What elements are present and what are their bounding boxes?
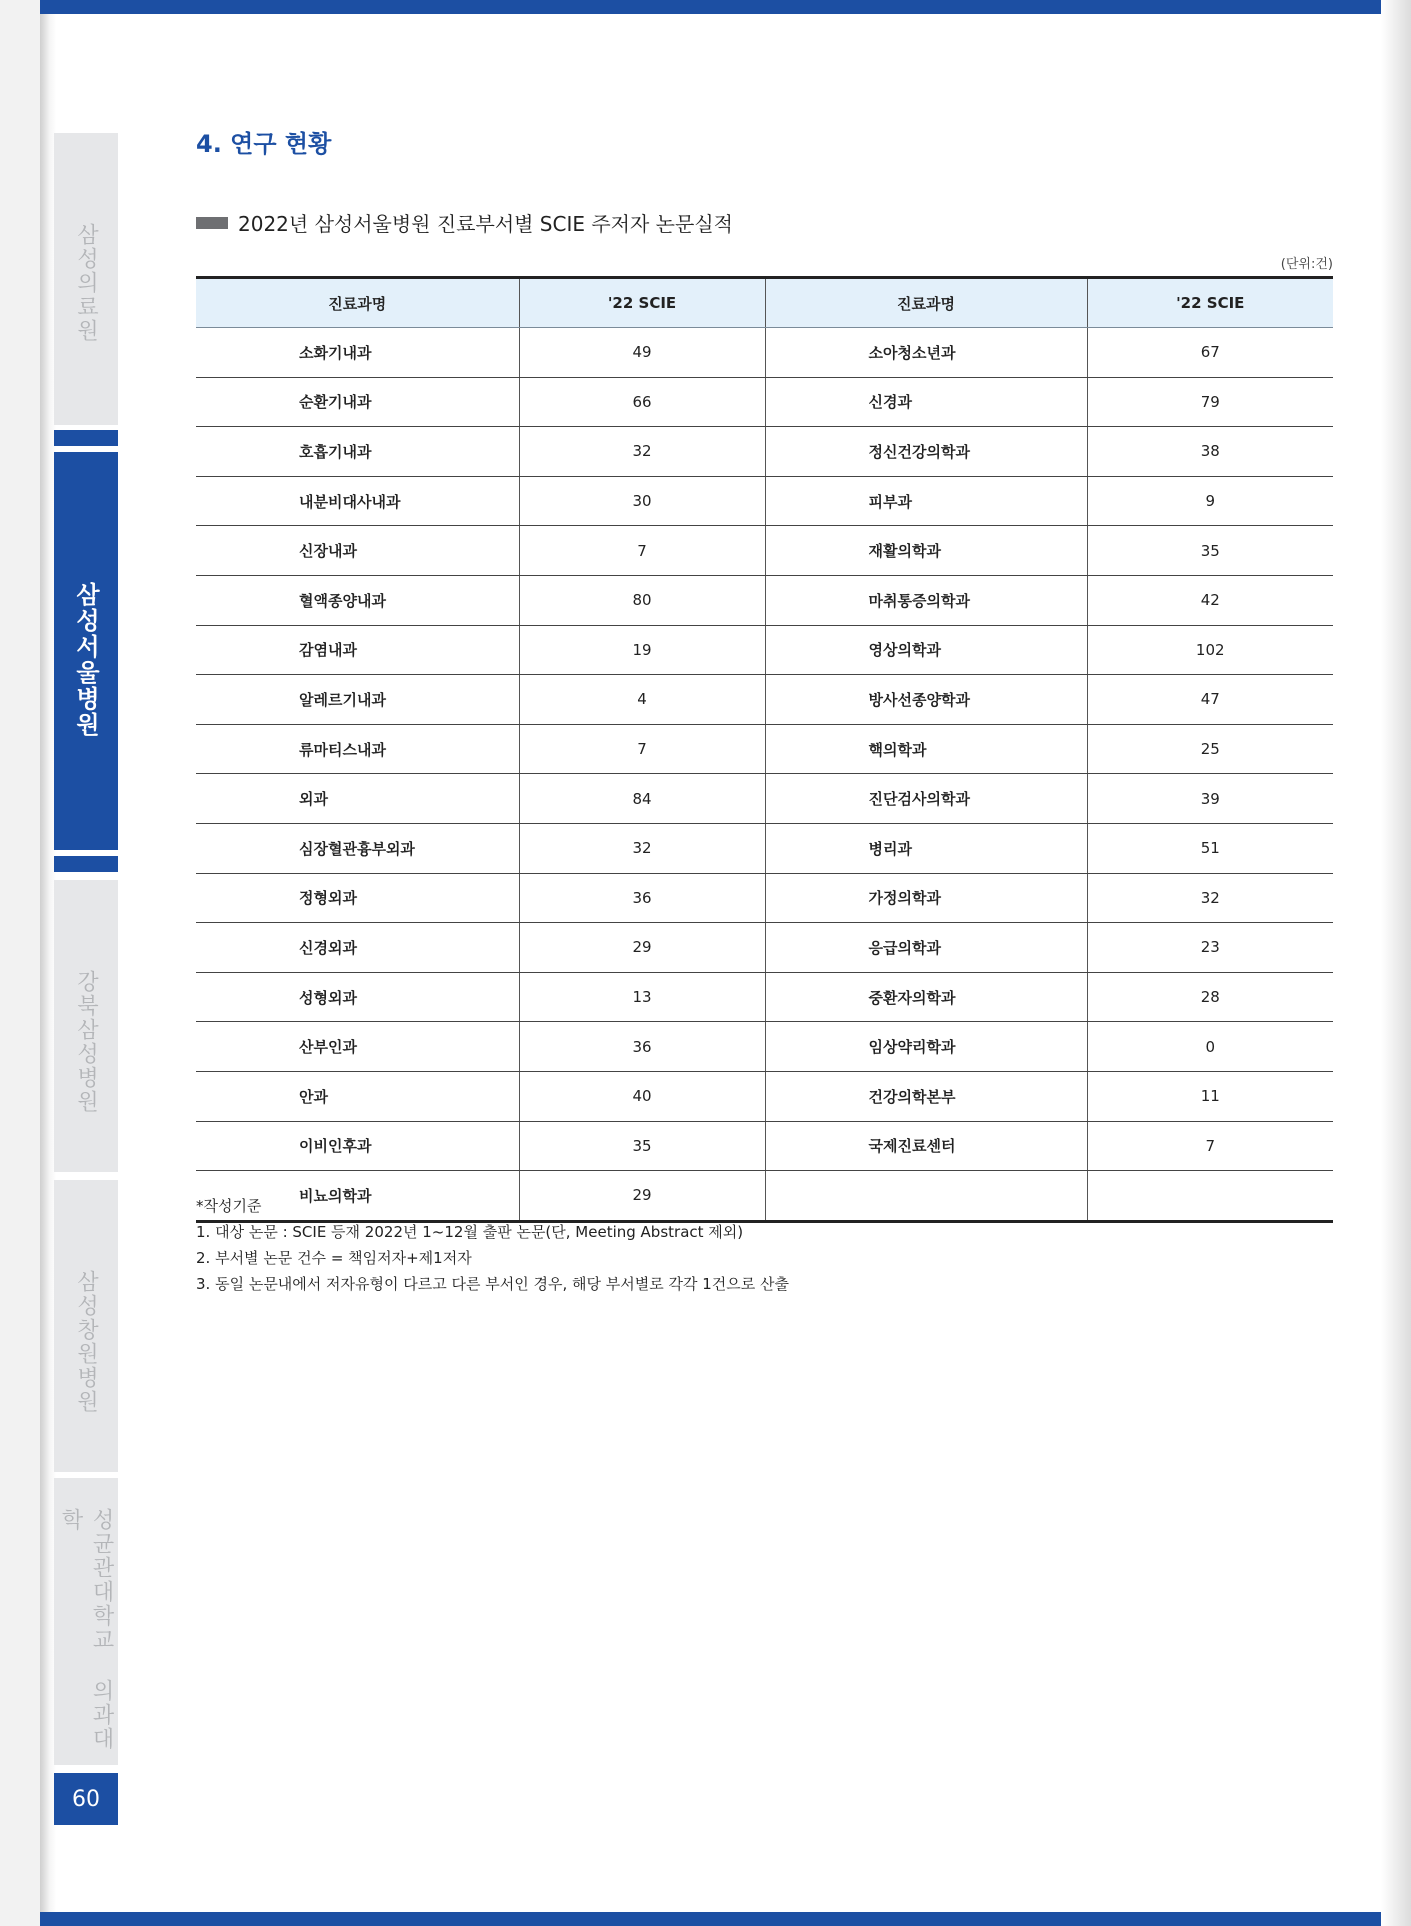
dept-name-cell: 신경과	[765, 377, 1087, 427]
dept-name-cell: 진단검사의학과	[765, 774, 1087, 824]
scie-count-cell	[1087, 1171, 1333, 1222]
dept-name-cell: 방사선종양학과	[765, 675, 1087, 725]
dept-name-cell: 성형외과	[196, 972, 519, 1022]
title-marker	[196, 217, 228, 229]
scie-count-cell: 13	[519, 972, 765, 1022]
dept-name-cell: 알레르기내과	[196, 675, 519, 725]
note-heading: *작성기준	[196, 1197, 262, 1215]
table-row	[196, 1071, 1333, 1121]
scie-table	[196, 276, 1333, 1223]
table-header-row	[196, 278, 1333, 328]
dept-name-cell: 순환기내과	[196, 377, 519, 427]
scie-count-cell: 7	[1087, 1121, 1333, 1171]
dept-name-cell: 재활의학과	[765, 526, 1087, 576]
table-row	[196, 823, 1333, 873]
table-row	[196, 972, 1333, 1022]
dept-name-cell: 국제진료센터	[765, 1121, 1087, 1171]
dept-name-cell: 중환자의학과	[765, 972, 1087, 1022]
scie-count-cell: 51	[1087, 823, 1333, 873]
table-row	[196, 427, 1333, 477]
side-tab-samsung-changwon-hospital[interactable]	[54, 1180, 118, 1472]
scie-count-cell: 39	[1087, 774, 1333, 824]
unit-label: (단위:건)	[1280, 257, 1333, 272]
scie-count-cell: 80	[519, 575, 765, 625]
table-title	[196, 208, 733, 237]
side-tab-label: 강북삼성병원	[73, 970, 99, 1114]
scie-count-cell: 28	[1087, 972, 1333, 1022]
page-number: 60	[54, 1773, 118, 1825]
scie-count-cell: 84	[519, 774, 765, 824]
dept-name-cell: 비뇨의학과	[196, 1171, 519, 1222]
dept-name-cell: 영상의학과	[765, 625, 1087, 675]
table-row	[196, 476, 1333, 526]
scie-count-cell: 40	[519, 1071, 765, 1121]
scie-count-cell: 36	[519, 873, 765, 923]
dept-name-cell: 마취통증의학과	[765, 575, 1087, 625]
dept-name-cell: 소화기내과	[196, 328, 519, 378]
dept-name-cell: 이비인후과	[196, 1121, 519, 1171]
section-title: 4. 연구 현황	[196, 130, 332, 158]
dept-name-cell: 정형외과	[196, 873, 519, 923]
scie-count-cell: 47	[1087, 675, 1333, 725]
header-dept: 진료과명	[765, 278, 1087, 328]
scie-count-cell: 30	[519, 476, 765, 526]
dept-name-cell: 내분비대사내과	[196, 476, 519, 526]
dept-name-cell: 류마티스내과	[196, 724, 519, 774]
side-tab-skku-medicine[interactable]	[54, 1478, 118, 1765]
scie-count-cell: 35	[519, 1121, 765, 1171]
side-tab-samsung-medical-center[interactable]	[54, 133, 118, 425]
header-dept: 진료과명	[196, 278, 519, 328]
side-tab-label: 삼성의료원	[73, 223, 99, 343]
side-tab-kangbuk-samsung-hospital[interactable]	[54, 880, 118, 1172]
table-row	[196, 1121, 1333, 1171]
scie-count-cell: 79	[1087, 377, 1333, 427]
dept-name-cell: 핵의학과	[765, 724, 1087, 774]
dept-name-cell: 산부인과	[196, 1022, 519, 1072]
dept-name-cell: 혈액종양내과	[196, 575, 519, 625]
side-tab-accent	[54, 430, 118, 446]
scie-count-cell: 25	[1087, 724, 1333, 774]
scie-count-cell: 49	[519, 328, 765, 378]
page-edge-shadow	[1381, 0, 1411, 1926]
scie-count-cell: 7	[519, 724, 765, 774]
side-tab-samsung-seoul-hospital[interactable]	[54, 452, 118, 850]
dept-name-cell: 임상약리학과	[765, 1022, 1087, 1072]
table-row	[196, 526, 1333, 576]
dept-name-cell: 피부과	[765, 476, 1087, 526]
table-row	[196, 377, 1333, 427]
side-tab-label: 삼성창원병원	[73, 1270, 99, 1414]
header-scie: '22 SCIE	[519, 278, 765, 328]
side-tab-label: 성균관대학교 의과대학	[58, 1508, 114, 1751]
table-row	[196, 675, 1333, 725]
dept-name-cell: 응급의학과	[765, 923, 1087, 973]
table-row	[196, 328, 1333, 378]
note-line: 1. 대상 논문 : SCIE 등재 2022년 1~12월 출판 논문(단, Meeting Abstract 제외)	[196, 1223, 744, 1241]
dept-name-cell: 호흡기내과	[196, 427, 519, 477]
dept-name-cell: 건강의학본부	[765, 1071, 1087, 1121]
scie-count-cell: 32	[1087, 873, 1333, 923]
scie-count-cell: 4	[519, 675, 765, 725]
scie-count-cell: 7	[519, 526, 765, 576]
table-row	[196, 923, 1333, 973]
scie-count-cell: 23	[1087, 923, 1333, 973]
table-title-text: 2022년 삼성서울병원 진료부서별 SCIE 주저자 논문실적	[238, 212, 733, 236]
note-line: 2. 부서별 논문 건수 = 책임저자+제1저자	[196, 1249, 472, 1267]
scie-count-cell: 35	[1087, 526, 1333, 576]
scie-count-cell: 38	[1087, 427, 1333, 477]
table-row	[196, 1022, 1333, 1072]
dept-name-cell	[765, 1171, 1087, 1222]
top-border	[40, 0, 1411, 14]
dept-name-cell: 정신건강의학과	[765, 427, 1087, 477]
dept-name-cell: 소아청소년과	[765, 328, 1087, 378]
bottom-border	[40, 1912, 1411, 1926]
table-row	[196, 575, 1333, 625]
scie-count-cell: 102	[1087, 625, 1333, 675]
dept-name-cell: 병리과	[765, 823, 1087, 873]
scie-count-cell: 19	[519, 625, 765, 675]
side-tab-accent	[54, 856, 118, 872]
dept-name-cell: 감염내과	[196, 625, 519, 675]
scie-count-cell: 29	[519, 1171, 765, 1222]
scie-count-cell: 32	[519, 427, 765, 477]
dept-name-cell: 가정의학과	[765, 873, 1087, 923]
header-scie: '22 SCIE	[1087, 278, 1333, 328]
table-body	[196, 328, 1333, 1222]
dept-name-cell: 외과	[196, 774, 519, 824]
scie-count-cell: 42	[1087, 575, 1333, 625]
scie-count-cell: 9	[1087, 476, 1333, 526]
table-row	[196, 774, 1333, 824]
table-row	[196, 625, 1333, 675]
side-tab-label: 삼성서울병원	[71, 582, 100, 738]
scie-count-cell: 0	[1087, 1022, 1333, 1072]
scie-count-cell: 32	[519, 823, 765, 873]
note-line: 3. 동일 논문내에서 저자유형이 다르고 다른 부서인 경우, 해당 부서별로 각각 1건으로 산출	[196, 1275, 789, 1293]
table-row	[196, 873, 1333, 923]
scie-count-cell: 11	[1087, 1071, 1333, 1121]
scie-count-cell: 67	[1087, 328, 1333, 378]
dept-name-cell: 신경외과	[196, 923, 519, 973]
dept-name-cell: 심장혈관흉부외과	[196, 823, 519, 873]
scie-count-cell: 29	[519, 923, 765, 973]
notes	[196, 1193, 789, 1297]
dept-name-cell: 신장내과	[196, 526, 519, 576]
dept-name-cell: 안과	[196, 1071, 519, 1121]
scie-count-cell: 66	[519, 377, 765, 427]
scie-count-cell: 36	[519, 1022, 765, 1072]
table-row	[196, 724, 1333, 774]
